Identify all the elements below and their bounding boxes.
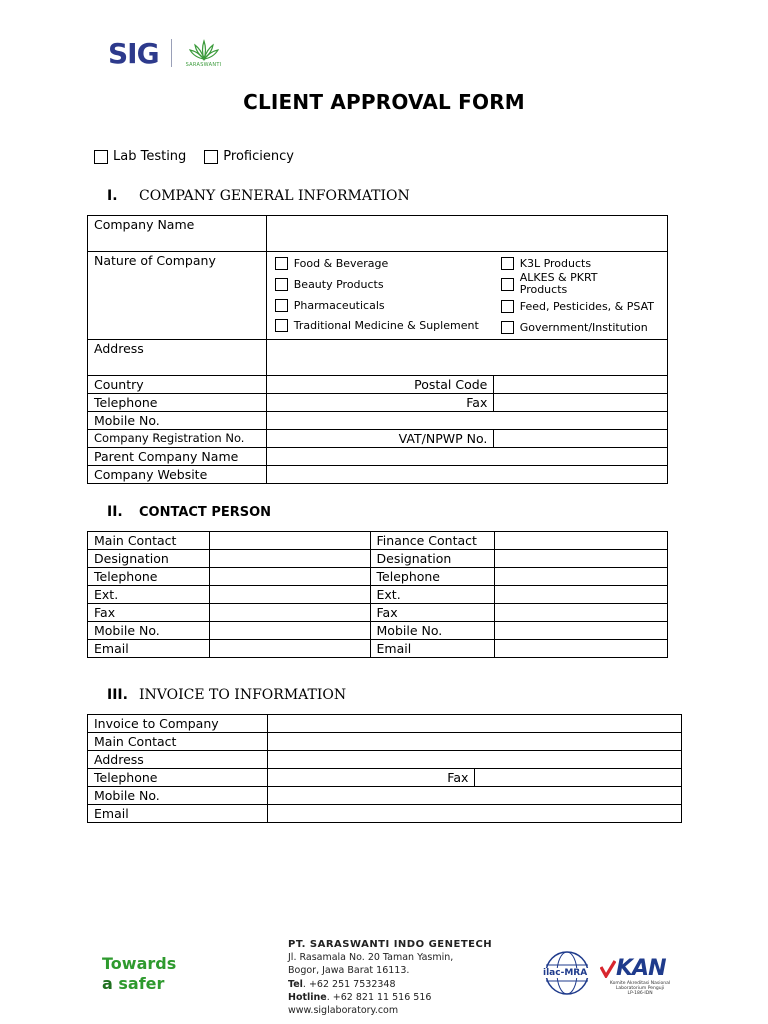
nature-option[interactable]: [275, 257, 389, 270]
table-row: [88, 640, 668, 658]
parent-company-field[interactable]: [266, 448, 667, 466]
gov-checkbox[interactable]: [501, 321, 514, 334]
vat-label: VAT/NPWP No.: [266, 430, 494, 448]
ext-label: Ext.: [370, 586, 495, 604]
section-title: CONTACT PERSON: [139, 505, 272, 520]
table-row: [88, 805, 682, 823]
slogan-word: a: [102, 974, 119, 993]
kan-sub: Komite Akreditasi Nasional: [609, 981, 671, 986]
nature-option[interactable]: [501, 272, 598, 296]
fax-field[interactable]: [495, 604, 668, 622]
telephone-field[interactable]: [209, 568, 370, 586]
main-contact-field[interactable]: [209, 532, 370, 550]
slogan-word: safer: [118, 974, 165, 993]
email-field[interactable]: [495, 640, 668, 658]
mobile-label: Mobile No.: [88, 622, 210, 640]
parent-company-label: Parent Company Name: [88, 448, 267, 466]
section-invoice-heading: [107, 687, 346, 703]
company-info-table: [87, 215, 668, 484]
fax-label: Fax: [88, 604, 210, 622]
nature-option[interactable]: [275, 319, 479, 332]
table-row: [88, 568, 668, 586]
telephone-label: Telephone: [88, 394, 267, 412]
nature-option[interactable]: [501, 300, 654, 313]
fax-label: Fax: [267, 769, 475, 787]
tel-label: Tel: [288, 978, 303, 990]
saraswanti-logo: [182, 39, 226, 68]
section-company-heading: [107, 188, 410, 204]
country-label: Country: [88, 376, 267, 394]
option-label: Traditional Medicine & Suplement: [293, 318, 479, 332]
designation-label: Designation: [370, 550, 495, 568]
company-name-label: Company Name: [88, 216, 267, 252]
food-checkbox[interactable]: [275, 257, 288, 270]
form-type-options: [94, 149, 312, 164]
table-row: [88, 216, 668, 252]
fax-field[interactable]: [475, 769, 682, 787]
mobile-field[interactable]: [266, 412, 667, 430]
option-label: Government/Institution: [519, 320, 648, 334]
section-number: II.: [107, 504, 123, 520]
section-title: INVOICE TO INFORMATION: [139, 687, 347, 703]
check-mark-icon: [600, 960, 616, 978]
website-label: Company Website: [88, 466, 267, 484]
footer-website: www.siglaboratory.com: [288, 1005, 399, 1017]
address-field[interactable]: [266, 340, 667, 376]
main-contact-label: Main Contact: [88, 532, 210, 550]
footer-company: PT. SARASWANTI INDO GENETECH: [288, 939, 493, 950]
feed-checkbox[interactable]: [501, 300, 514, 313]
main-contact-label: Main Contact: [88, 733, 268, 751]
email-label: Email: [88, 640, 210, 658]
nature-option[interactable]: [501, 257, 591, 270]
email-label: Email: [88, 805, 268, 823]
footer-hotline: [288, 991, 492, 1004]
option-label: K3L Products: [519, 256, 592, 270]
alkes-checkbox[interactable]: [501, 278, 514, 291]
table-row: [88, 412, 668, 430]
logo-brand: SIG: [108, 36, 159, 70]
option-label: Feed, Pesticides, & PSAT: [519, 299, 654, 313]
ilac-text: ilac-MRA: [543, 968, 588, 978]
footer-address: [288, 938, 492, 1017]
fax-label: Fax: [370, 604, 495, 622]
table-row: [88, 252, 668, 340]
table-row: [88, 604, 668, 622]
nature-option[interactable]: [275, 299, 385, 312]
nature-label: Nature of Company: [88, 252, 267, 340]
logo-divider: [171, 39, 172, 67]
email-field[interactable]: [267, 805, 681, 823]
mobile-label: Mobile No.: [88, 412, 267, 430]
page-title: CLIENT APPROVAL FORM: [243, 90, 525, 114]
nature-option[interactable]: [501, 321, 648, 334]
k3l-checkbox[interactable]: [501, 257, 514, 270]
table-row: [88, 550, 668, 568]
kan-mark: [600, 956, 680, 981]
table-row: [88, 715, 682, 733]
nature-options: [266, 252, 667, 340]
kan-sub: LP-186-IDN: [627, 991, 653, 996]
trad-checkbox[interactable]: [275, 319, 288, 332]
table-row: [88, 622, 668, 640]
logo-sub: SARASWANTI: [185, 61, 222, 68]
finance-contact-label: Finance Contact: [370, 532, 495, 550]
table-row: [88, 376, 668, 394]
table-row: [88, 787, 682, 805]
tel-value: . +62 251 7532348: [302, 978, 396, 990]
postal-code-label: Postal Code: [266, 376, 494, 394]
email-field[interactable]: [209, 640, 370, 658]
designation-label: Designation: [88, 550, 210, 568]
option-label: Pharmaceuticals: [293, 298, 385, 312]
ext-field[interactable]: [209, 586, 370, 604]
designation-field[interactable]: [209, 550, 370, 568]
table-row: [88, 532, 668, 550]
leaf-icon: [189, 39, 219, 61]
invoice-table: [87, 714, 682, 823]
option-label: Beauty Products: [293, 277, 384, 291]
designation-field[interactable]: [495, 550, 668, 568]
hotline-value: . +62 821 11 516 516: [326, 991, 432, 1003]
ext-label: Ext.: [88, 586, 210, 604]
section-number: III.: [107, 687, 128, 703]
table-row: [88, 394, 668, 412]
address-label: Address: [88, 751, 268, 769]
table-row: [88, 448, 668, 466]
kan-text: KAN: [616, 956, 666, 981]
hotline-label: Hotline: [288, 991, 327, 1003]
footer-tel: [288, 978, 492, 991]
section-number: I.: [107, 188, 118, 204]
address-field[interactable]: [267, 751, 681, 769]
fax-field[interactable]: [494, 394, 668, 412]
table-row: [88, 733, 682, 751]
mobile-label: Mobile No.: [88, 787, 268, 805]
footer-slogan: [102, 954, 176, 994]
finance-contact-field[interactable]: [495, 532, 668, 550]
slogan-line: Towards: [102, 954, 177, 973]
telephone-label: Telephone: [370, 568, 495, 586]
mobile-label: Mobile No.: [370, 622, 495, 640]
lab-testing-label: Lab Testing: [113, 149, 187, 164]
option-label: [520, 272, 598, 296]
table-row: [88, 340, 668, 376]
fax-label: Fax: [266, 394, 494, 412]
section-contact-heading: [107, 504, 271, 520]
company-name-field[interactable]: [266, 216, 667, 252]
nature-option[interactable]: [275, 278, 384, 291]
table-row: [88, 751, 682, 769]
email-label: Email: [370, 640, 495, 658]
invoice-company-field[interactable]: [267, 715, 681, 733]
beauty-checkbox[interactable]: [275, 278, 288, 291]
section-title: COMPANY GENERAL INFORMATION: [139, 188, 410, 204]
footer-address-line: Bogor, Jawa Barat 16113.: [288, 965, 410, 977]
option-label-line: ALKES & PKRT: [519, 271, 598, 284]
website-field[interactable]: [266, 466, 667, 484]
contact-person-table: [87, 531, 668, 658]
mobile-field[interactable]: [267, 787, 681, 805]
telephone-label: Telephone: [88, 769, 268, 787]
option-label: Food & Beverage: [293, 256, 389, 270]
vat-field[interactable]: [494, 430, 668, 448]
ilac-mra-logo: [540, 950, 594, 996]
pharma-checkbox[interactable]: [275, 299, 288, 312]
registration-label: Company Registration No.: [88, 430, 267, 448]
telephone-label: Telephone: [88, 568, 210, 586]
telephone-field[interactable]: [495, 568, 668, 586]
kan-logo: [600, 956, 680, 996]
ext-field[interactable]: [495, 586, 668, 604]
mobile-field[interactable]: [495, 622, 668, 640]
kan-sub: Laboratorium Penguji: [615, 986, 665, 991]
table-row: [88, 769, 682, 787]
company-logo: [108, 36, 226, 70]
mobile-field[interactable]: [209, 622, 370, 640]
table-row: [88, 466, 668, 484]
proficiency-label: Proficiency: [223, 149, 294, 164]
footer-address-line: Jl. Rasamala No. 20 Taman Yasmin,: [288, 952, 454, 964]
slogan-line: [102, 974, 176, 994]
postal-code-field[interactable]: [494, 376, 668, 394]
fax-field[interactable]: [209, 604, 370, 622]
table-row: [88, 586, 668, 604]
table-row: [88, 430, 668, 448]
invoice-company-label: Invoice to Company: [88, 715, 268, 733]
proficiency-checkbox[interactable]: [204, 150, 218, 164]
lab-testing-checkbox[interactable]: [94, 150, 108, 164]
main-contact-field[interactable]: [267, 733, 681, 751]
address-label: Address: [88, 340, 267, 376]
option-label-line: Products: [519, 283, 568, 296]
